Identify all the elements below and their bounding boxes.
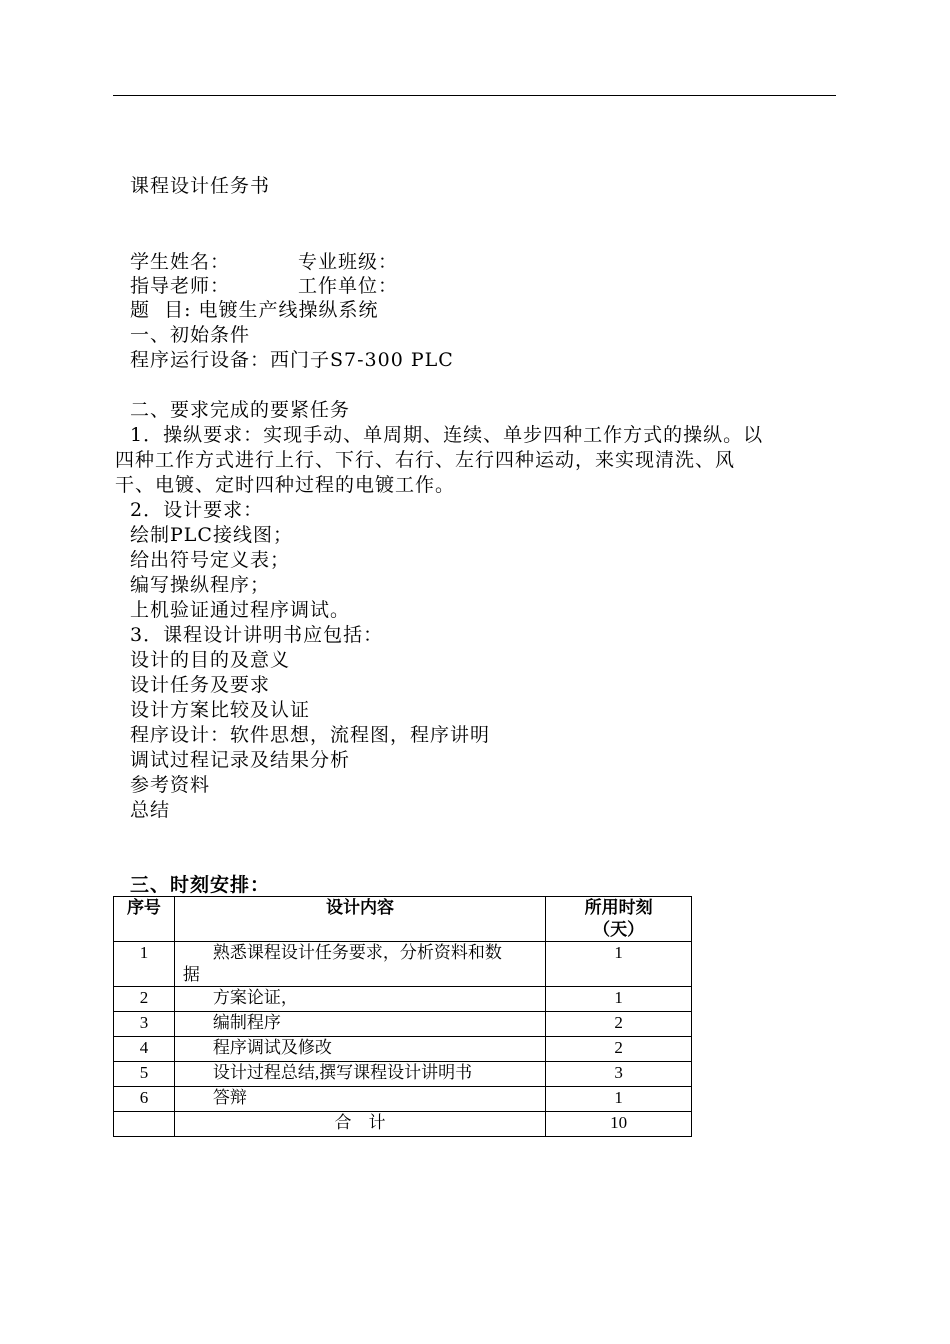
- schedule-table: [113, 896, 692, 1137]
- row-days: 3: [546, 1062, 692, 1087]
- list-item: 设计方案比较及认证: [130, 699, 311, 721]
- row-content: [174, 1087, 545, 1112]
- row-content: [174, 987, 545, 1012]
- row-no: 2: [114, 987, 175, 1012]
- row-content-line1: 设计过程总结,撰写课程设计讲明书: [212, 1063, 473, 1082]
- row-content-line1: 程序调试及修改: [212, 1038, 332, 1057]
- item2-heading: 2．设计要求：: [130, 499, 264, 521]
- list-item: 调试过程记录及结果分析: [130, 749, 351, 771]
- device-line: 程序运行设备：西门子S7-300 PLC: [130, 349, 454, 371]
- row-days: 2: [546, 1037, 692, 1062]
- list-item: 设计的目的及意义: [130, 649, 291, 671]
- list-item: 上机验证通过程序调试。: [130, 599, 351, 621]
- row-no: 5: [114, 1062, 175, 1087]
- row-days: 1: [546, 942, 692, 987]
- unit-label: 工作单位：: [298, 275, 399, 297]
- class-label: 专业班级：: [298, 251, 399, 273]
- table-row: [114, 1012, 692, 1037]
- table-total-row: [114, 1112, 692, 1137]
- row-days: 1: [546, 1087, 692, 1112]
- header-time: [546, 897, 692, 942]
- student-name-label: 学生姓名：: [130, 251, 231, 273]
- row-content-line1: 方案论证，: [212, 988, 298, 1007]
- item1-line2: 四种工作方式进行上行、下行、右行、左行四种运动，来实现清洗、风: [115, 449, 736, 471]
- section3-heading: 三、时刻安排：: [130, 874, 271, 896]
- header-no: 序号: [114, 897, 175, 942]
- row-no: 4: [114, 1037, 175, 1062]
- row-days: 2: [546, 1012, 692, 1037]
- row-content-line1: 答辩: [212, 1088, 247, 1107]
- table-row: [114, 1062, 692, 1087]
- row-content-line2: 据: [182, 965, 200, 984]
- table-row: [114, 1087, 692, 1112]
- total-days: 10: [546, 1112, 692, 1137]
- list-item: 总结: [130, 799, 171, 821]
- section1-heading: 一、初始条件: [130, 324, 251, 346]
- item3-heading: 3．课程设计讲明书应包括：: [130, 624, 384, 646]
- section2-heading: 二、要求完成的要紧任务: [130, 399, 351, 421]
- list-item: 编写操纵程序；: [130, 574, 271, 596]
- control-requirement-paragraph: [115, 423, 845, 498]
- total-label: 合 计: [174, 1112, 545, 1137]
- list-item: 参考资料: [130, 774, 211, 796]
- total-empty-cell: [114, 1112, 175, 1137]
- header-time-label: 所用时刻: [584, 898, 653, 917]
- row-no: 1: [114, 942, 175, 987]
- header-time-unit: （天）: [593, 920, 645, 939]
- list-item: 绘制PLC接线图；: [130, 524, 293, 546]
- list-item: 给出符号定义表；: [130, 549, 291, 571]
- row-content-line1: 熟悉课程设计任务要求，分析资料和数: [212, 943, 502, 962]
- row-content: [174, 1037, 545, 1062]
- row-content: [174, 942, 545, 987]
- row-content: [174, 1012, 545, 1037]
- row-days: 1: [546, 987, 692, 1012]
- header-rule: [113, 95, 836, 96]
- table-header-row: [114, 897, 692, 942]
- row-no: 3: [114, 1012, 175, 1037]
- row-no: 6: [114, 1087, 175, 1112]
- item1-line1: 1．操纵要求：实现手动、单周期、连续、单步四种工作方式的操纵。以: [130, 424, 764, 446]
- table-row: [114, 1037, 692, 1062]
- row-content: [174, 1062, 545, 1087]
- row-content-line1: 编制程序: [212, 1013, 281, 1032]
- list-item: 设计任务及要求: [130, 674, 271, 696]
- list-item: 程序设计：软件思想，流程图，程序讲明: [130, 724, 491, 746]
- header-content: 设计内容: [174, 897, 545, 942]
- document-title: 课程设计任务书: [130, 175, 271, 197]
- item1-line3: 干、电镀、定时四种过程的电镀工作。: [115, 474, 456, 496]
- teacher-label: 指导老师：: [130, 275, 231, 297]
- topic-line: 题 目: 电镀生产线操纵系统: [130, 299, 379, 321]
- table-row: [114, 987, 692, 1012]
- table-row: [114, 942, 692, 987]
